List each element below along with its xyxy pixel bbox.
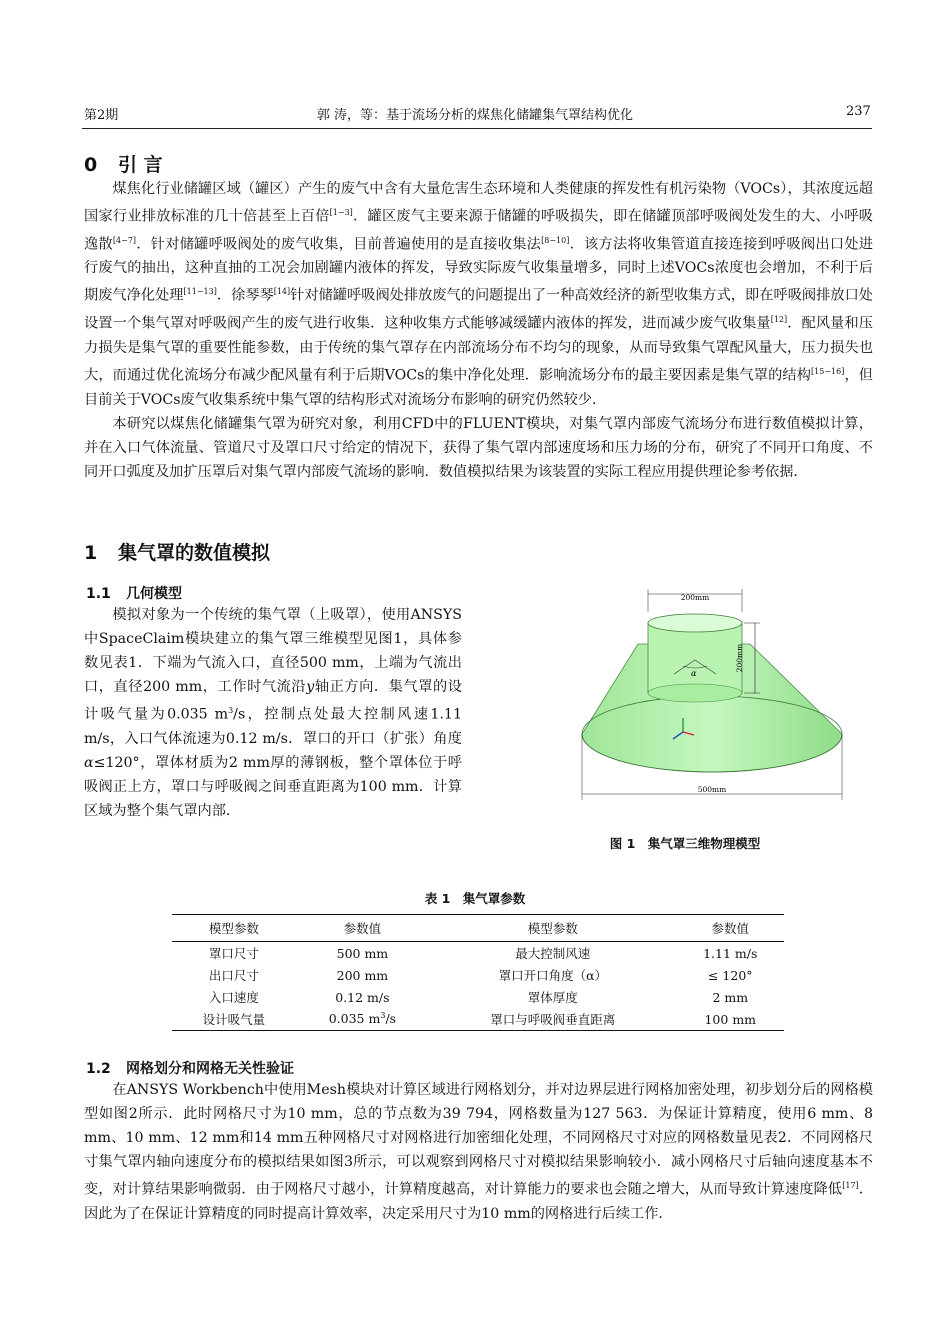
hood-cylinder [648, 623, 742, 693]
table-cell: 最大控制风速 [515, 946, 591, 961]
geometry-body [84, 603, 462, 823]
text-run: ．该方法将收集管道直接连接到呼吸阀出口处进行废气的抽出，这种直抽的工况会加剧罐内液体的挥发，导致实际废气收集量增多，同时上述VOCs浓度也会增加，不利于后期废气净化处理 [84, 236, 873, 305]
text-run: ．针对储罐呼吸阀处的废气收集，目前普遍使用的是直接收集法 [136, 236, 542, 253]
text-run: ．配风量和压力损失是集气罩的重要性能参数，由于传统的集气罩存在内部流场分布不均匀的现象，从而导致集气罩配风量大，压力损失也大，而通过优化流场分布减少配风量有利于后期VOCs的集中净化处理．影响流场分布的最主要因素是集气罩的结构 [84, 315, 873, 384]
cell-superscript: 3 [380, 1011, 386, 1021]
text-run: y [306, 679, 315, 695]
table-cell: 100 mm [704, 1011, 757, 1027]
table-1-caption: 表 1 集气罩参数 [424, 891, 526, 906]
subsection-1-1-title: 几何模型 [126, 586, 182, 602]
table-cell: 0.12 m/s [335, 989, 390, 1005]
header-page-number: 237 [846, 104, 871, 119]
hood-cylinder-bottom [648, 684, 742, 702]
text-run: 轴正方向．集气罩的设计吸气量为0.035 m [84, 679, 462, 723]
dimension-top-label: 200mm [680, 593, 710, 602]
intro-paragraph-2: 本研究以煤焦化储罐集气罩为研究对象，利用CFD中的FLUENT模块，对集气罩内部废气流场分布进行数值模拟计算，并在入口气体流量、管道尺寸及罩口尺寸给定的情况下，获得了集气罩内部速度场和压力场的分布，研究了不同开口角度、不同开口弧度及加扩压罩后对集气罩内部废气流场的影响．数值模拟结果为该装置的实际工程应用提供理论参考依据． [84, 415, 873, 480]
table-header-cell: 模型参数 [527, 921, 578, 936]
citation-superscript: [11−13] [183, 287, 217, 297]
section-1-heading [84, 538, 270, 565]
text-run: 针对储罐呼吸阀处排放废气的问题提出了一种高效经济的新型收集方式，即在呼吸阀排放口处设置一个集气罩对呼吸阀产生的废气进行收集．这种收集方式能够减缓罐内液体的挥发，进而减少废气收集量 [84, 288, 873, 332]
table-cell: 500 mm [336, 945, 389, 961]
table-header-cell: 参数值 [711, 921, 750, 936]
table-row [172, 964, 784, 986]
table-row [172, 1008, 784, 1031]
citation-superscript: [8−10] [541, 235, 570, 245]
mesh-body [84, 1078, 873, 1226]
citation-superscript: [17] [842, 1181, 859, 1190]
citation-superscript: [4−7] [112, 235, 137, 245]
text-run: ≤120°，罩体材质为2 mm厚的薄钢板，整个罩体位于呼吸阀正上方，罩口与呼吸阀之间垂直距离为100 mm．计算区域为整个集气罩内部． [84, 754, 462, 819]
text-run: 煤焦化行业储罐区域（罐区）产生的废气中含有大量危害生态环境和人类健康的挥发性有机污染物（VOCs），其浓度远超国家行业排放标准的几十倍甚至上百倍 [84, 181, 873, 225]
table-cell: 罩体厚度 [527, 990, 578, 1005]
table-cell [296, 1008, 429, 1031]
table-cell: 罩口开口角度（α） [498, 968, 608, 983]
table-cell: 200 mm [336, 967, 389, 983]
section-1-title: 集气罩的数值模拟 [118, 542, 271, 564]
subsection-1-2-number: 1.2 [86, 1061, 111, 1077]
table-cell: 2 mm [712, 989, 749, 1005]
subsection-1-2-title: 网格划分和网格无关性验证 [126, 1061, 294, 1077]
citation-superscript: 3 [228, 706, 234, 715]
section-0-heading [84, 150, 163, 177]
hood-outlet-top [648, 614, 742, 632]
figure-1-caption: 图 1 集气罩三维物理模型 [609, 836, 761, 851]
geometry-paragraph [84, 603, 462, 823]
table-header-cell: 模型参数 [208, 921, 259, 936]
table-cell: 入口速度 [208, 990, 259, 1005]
table-cell: 设计吸气量 [202, 1012, 266, 1027]
angle-label: α [691, 669, 697, 678]
citation-superscript: [1−3] [329, 208, 353, 217]
text-run: ．罐区废气主要来源于储罐的呼吸损失，即在储罐顶部呼吸阀处发生的大、小呼吸逸散 [84, 208, 873, 253]
table-cell: 罩口与呼吸阀垂直距离 [490, 1012, 616, 1027]
text-run: 模拟对象为一个传统的集气罩（上吸罩），使用ANSYS中SpaceClaim模块建立的集气罩三维模型见图1，具体参数见表1．下端为气流入口，直径500 mm，上端为气流出口，直径200 mm，工作时气流沿 [84, 607, 462, 695]
section-0-title: 引 言 [118, 154, 163, 176]
dimension-right-label: 200mm [735, 643, 744, 673]
section-0-number: 0 [84, 154, 98, 176]
mesh-paragraph [84, 1078, 873, 1226]
citation-superscript: [15−16] [811, 366, 845, 376]
intro-paragraph-1 [84, 177, 873, 412]
header-running-title: 郭 涛，等：基于流场分析的煤焦化储罐集气罩结构优化 [316, 108, 634, 123]
table-header-row [172, 915, 784, 942]
cell-value: 0.035 m [328, 1011, 381, 1027]
table-cell: 出口尺寸 [208, 968, 259, 983]
cell-unit-tail: /s [385, 1011, 397, 1027]
subsection-1-2-heading [86, 1058, 294, 1078]
text-run: ．因此为了在保证计算精度的同时提高计算效率，决定采用尺寸为10 mm的网格进行后续工作． [84, 1181, 873, 1222]
dimension-bottom-label: 500mm [697, 785, 727, 794]
text-run: ．徐琴琴 [216, 288, 274, 305]
text-run: α [84, 754, 94, 771]
text-run: 在ANSYS Workbench中使用Mesh模块对计算区域进行网格划分，并对边界层进行网格加密处理，初步划分后的网格模型如图2所示．此时网格尺寸为10 mm，总的节点数为39 794，网格数量为127 563．为保证计算精度，使用6 mm、8 mm、10 mm、12 mm和14 mm五种网格尺寸对网格进行加密细化处理，不同网格尺寸对应的网格数量见表2．不同网格尺寸集气罩内轴向速度分布的模拟结果如图3所示，可以观察到网格尺寸对模拟结果影响较小．减小网格尺寸后轴向速度基本不变，对计算结果影响微弱．由于网格尺寸越小，计算精度越高，对计算能力的要求也会随之增大，从而导致计算速度降低 [84, 1082, 873, 1198]
text-run: /s，控制点处最大控制风速1.11 m/s，入口气体流速为0.12 m/s．罩口的开口（扩张）角度 [84, 706, 462, 747]
table-1 [172, 914, 784, 1031]
table-row [172, 942, 784, 965]
intro-body [84, 177, 873, 484]
table-cell: 罩口尺寸 [208, 946, 259, 961]
header-rule [82, 128, 872, 129]
header-issue: 第2期 [84, 108, 119, 123]
subsection-1-1-number: 1.1 [86, 586, 111, 602]
text-run: ，但目前关于VOCs废气收集系统中集气罩的结构形式对流场分布影响的研究仍然较少． [84, 367, 873, 408]
citation-superscript: [14] [273, 287, 291, 297]
table-cell: ≤ 120° [707, 967, 753, 983]
table-header-cell: 参数值 [343, 921, 382, 936]
table-row [172, 986, 784, 1008]
table-cell: 1.11 m/s [703, 945, 758, 961]
section-1-number: 1 [84, 542, 98, 564]
subsection-1-1-heading [86, 583, 182, 603]
citation-superscript: [12] [770, 315, 788, 325]
figure-1-hood-model [580, 586, 850, 816]
